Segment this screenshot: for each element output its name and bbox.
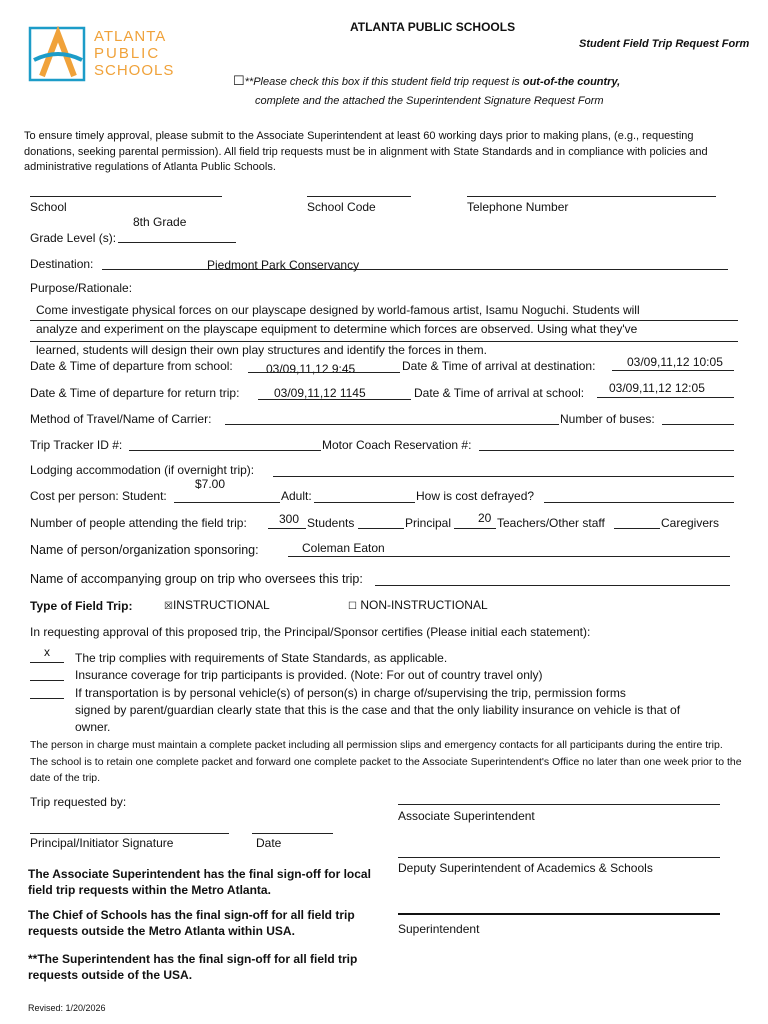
purpose-line-1[interactable]: Come investigate physical forces on our playscape designed by world-famous artist, Isamu Noguchi. Students will	[36, 303, 640, 317]
certify-initial-1[interactable]	[30, 662, 64, 663]
superintendent-label: Superintendent	[398, 922, 480, 936]
noninstructional-option[interactable]	[348, 598, 488, 612]
principal-signature-line[interactable]	[30, 833, 229, 834]
logo-a-icon	[28, 26, 88, 84]
coach-field[interactable]	[479, 450, 734, 451]
associate-superintendent-line[interactable]	[398, 804, 720, 805]
depart-school-field[interactable]	[248, 372, 400, 373]
certify-initial-2[interactable]	[30, 680, 64, 681]
travel-field[interactable]	[225, 424, 559, 425]
buses-field[interactable]	[662, 424, 734, 425]
arrive-school-field[interactable]	[597, 397, 734, 398]
group-field[interactable]	[375, 585, 730, 586]
depart-return-value[interactable]: 03/09,11,12 1145	[274, 386, 366, 400]
deputy-superintendent-label: Deputy Superintendent of Academics & Schools	[398, 861, 653, 875]
packet-note: The person in charge must maintain a complete packet including all permission slips and emergency contacts for all participants during the entire trip. The school is to retain one complete packet and forward one complete packet to the Associate Superintendent's Office no later than one week prior to the date of the trip.	[30, 739, 742, 784]
instructional-label: INSTRUCTIONAL	[172, 598, 270, 612]
out-of-country-checkbox[interactable]: ☐	[233, 73, 245, 88]
purpose-underline-2	[30, 341, 738, 342]
noninstructional-label: NON-INSTRUCTIONAL	[360, 598, 488, 612]
purpose-line-3[interactable]: learned, students will design their own play structures and identify the forces in them.	[36, 343, 487, 357]
purpose-underline-1	[30, 320, 738, 321]
certify-item-3-line3: owner.	[75, 720, 111, 734]
students-value[interactable]: 300	[279, 512, 300, 526]
sponsor-label: Name of person/organization sponsoring:	[30, 543, 259, 557]
certify-item-3-line2: signed by parent/guardian clearly state that this is the case and that the only liability insurance on vehicle is that of	[75, 703, 681, 717]
telephone-field[interactable]	[467, 196, 716, 197]
signoff-note-2: The Chief of Schools has the final sign-off for all field trip requests outside the Metro Atlanta within USA.	[28, 908, 355, 938]
defrayed-field[interactable]	[544, 502, 734, 503]
caregivers-field[interactable]	[614, 528, 660, 529]
out-of-country-notice-line2: complete and the attached the Superintendent Signature Request Form	[255, 95, 604, 107]
signoff-note-3: **The Superintendent has the final sign-off for all field trip requests outside of the USA.	[28, 952, 358, 982]
adult-label: Adult:	[281, 489, 312, 503]
principal-label: Principal	[405, 516, 452, 530]
logo-line-2: PUBLIC	[94, 45, 161, 62]
certify-intro: In requesting approval of this proposed trip, the Principal/Sponsor certifies (Please initial each statement):	[30, 625, 591, 639]
out-of-country-notice: ☐**Please check this box if this student field trip request is out-of-the country,	[233, 73, 621, 88]
trip-requested-by: Trip requested by:	[30, 795, 127, 809]
telephone-label: Telephone Number	[467, 200, 569, 214]
sponsor-value[interactable]: Coleman Eaton	[302, 541, 385, 555]
revised-date: Revised: 1/20/2026	[28, 1003, 106, 1013]
instructional-checkbox[interactable]: ☒	[164, 601, 173, 612]
logo-line-3: SCHOOLS	[94, 62, 175, 79]
arrive-school-label: Date & Time of arrival at school:	[414, 386, 585, 400]
arrive-destination-label: Date & Time of arrival at destination:	[402, 359, 596, 373]
cost-student-field[interactable]	[174, 502, 280, 503]
destination-value[interactable]: Piedmont Park Conservancy	[207, 258, 360, 272]
principal-count-field[interactable]	[358, 528, 404, 529]
certify-item-1: The trip complies with requirements of State Standards, as applicable.	[75, 651, 448, 665]
grade-label: Grade Level (s):	[30, 231, 117, 245]
logo-line-1: ATLANTA	[94, 28, 167, 45]
grade-field[interactable]	[118, 242, 236, 243]
lodging-field[interactable]	[273, 476, 734, 477]
date-label: Date	[256, 836, 282, 850]
teachers-label: Teachers/Other staff	[497, 516, 605, 530]
students-label: Students	[307, 516, 355, 530]
travel-label: Method of Travel/Name of Carrier:	[30, 412, 212, 426]
superintendent-line[interactable]	[398, 913, 720, 915]
students-field[interactable]	[268, 528, 306, 529]
org-title: ATLANTA PUBLIC SCHOOLS	[350, 20, 516, 34]
cost-student-label: Cost per person: Student:	[30, 489, 167, 503]
certify-initial-1-value[interactable]: x	[44, 645, 50, 659]
depart-school-value[interactable]: 03/09,11,12 9:45	[266, 362, 356, 376]
instructional-option[interactable]	[164, 598, 270, 612]
coach-label: Motor Coach Reservation #:	[322, 438, 472, 452]
associate-superintendent-label: Associate Superintendent	[398, 809, 535, 823]
signoff-note-1: The Associate Superintendent has the final sign-off for local field trip requests within the Metro Atlanta.	[28, 867, 371, 897]
adult-field[interactable]	[314, 502, 415, 503]
school-field[interactable]	[30, 196, 222, 197]
certify-item-2: Insurance coverage for trip participants is provided. (Note: For out of country travel only)	[75, 668, 543, 682]
school-logo	[28, 26, 173, 84]
school-label: School	[30, 200, 67, 214]
certify-item-3-line1: If transportation is by personal vehicle(s) of person(s) in charge of/supervising the trip, permission forms	[75, 686, 626, 700]
purpose-line-2[interactable]: analyze and experiment on the playscape equipment to determine which forces are observed. Using what they've	[36, 322, 638, 336]
attending-label: Number of people attending the field trip:	[30, 516, 247, 530]
destination-field[interactable]	[102, 269, 728, 270]
arrive-destination-field[interactable]	[612, 370, 734, 371]
arrive-school-value[interactable]: 03/09,11,12 12:05	[609, 381, 705, 395]
depart-return-label: Date & Time of departure for return trip:	[30, 386, 240, 400]
buses-label: Number of buses:	[560, 412, 655, 426]
principal-signature-label: Principal/Initiator Signature	[30, 836, 174, 850]
group-label: Name of accompanying group on trip who oversees this trip:	[30, 572, 363, 586]
tracker-field[interactable]	[129, 450, 321, 451]
caregivers-label: Caregivers	[661, 516, 720, 530]
defrayed-label: How is cost defrayed?	[416, 489, 535, 503]
lodging-label: Lodging accommodation (if overnight trip):	[30, 463, 255, 477]
cost-student-value[interactable]: $7.00	[195, 477, 226, 491]
school-code-label: School Code	[307, 200, 376, 214]
teachers-field[interactable]	[454, 528, 496, 529]
type-label: Type of Field Trip:	[30, 599, 133, 613]
grade-value[interactable]: 8th Grade	[133, 215, 187, 229]
intro-paragraph: To ensure timely approval, please submit to the Associate Superintendent at least 60 working days prior to making plans, (e.g., requesting donations, seeking parental permission). All field trip requests must be in alignment with State Standards and in compliance with policies and administrative regulations of Atlanta Public Schools.	[24, 130, 708, 173]
destination-label: Destination:	[30, 257, 94, 271]
depart-school-label: Date & Time of departure from school:	[30, 359, 233, 373]
tracker-label: Trip Tracker ID #:	[30, 438, 123, 452]
noninstructional-checkbox[interactable]: ☐	[348, 601, 357, 612]
date-line[interactable]	[252, 833, 333, 834]
form-title: Student Field Trip Request Form	[579, 38, 750, 50]
arrive-destination-value[interactable]: 03/09,11,12 10:05	[627, 355, 723, 369]
depart-return-field[interactable]	[258, 399, 411, 400]
school-code-field[interactable]	[307, 196, 411, 197]
certify-initial-3[interactable]	[30, 698, 64, 699]
sponsor-field[interactable]	[288, 556, 730, 557]
purpose-label: Purpose/Rationale:	[30, 281, 133, 295]
teachers-value[interactable]: 20	[478, 511, 492, 525]
deputy-superintendent-line[interactable]	[398, 857, 720, 858]
